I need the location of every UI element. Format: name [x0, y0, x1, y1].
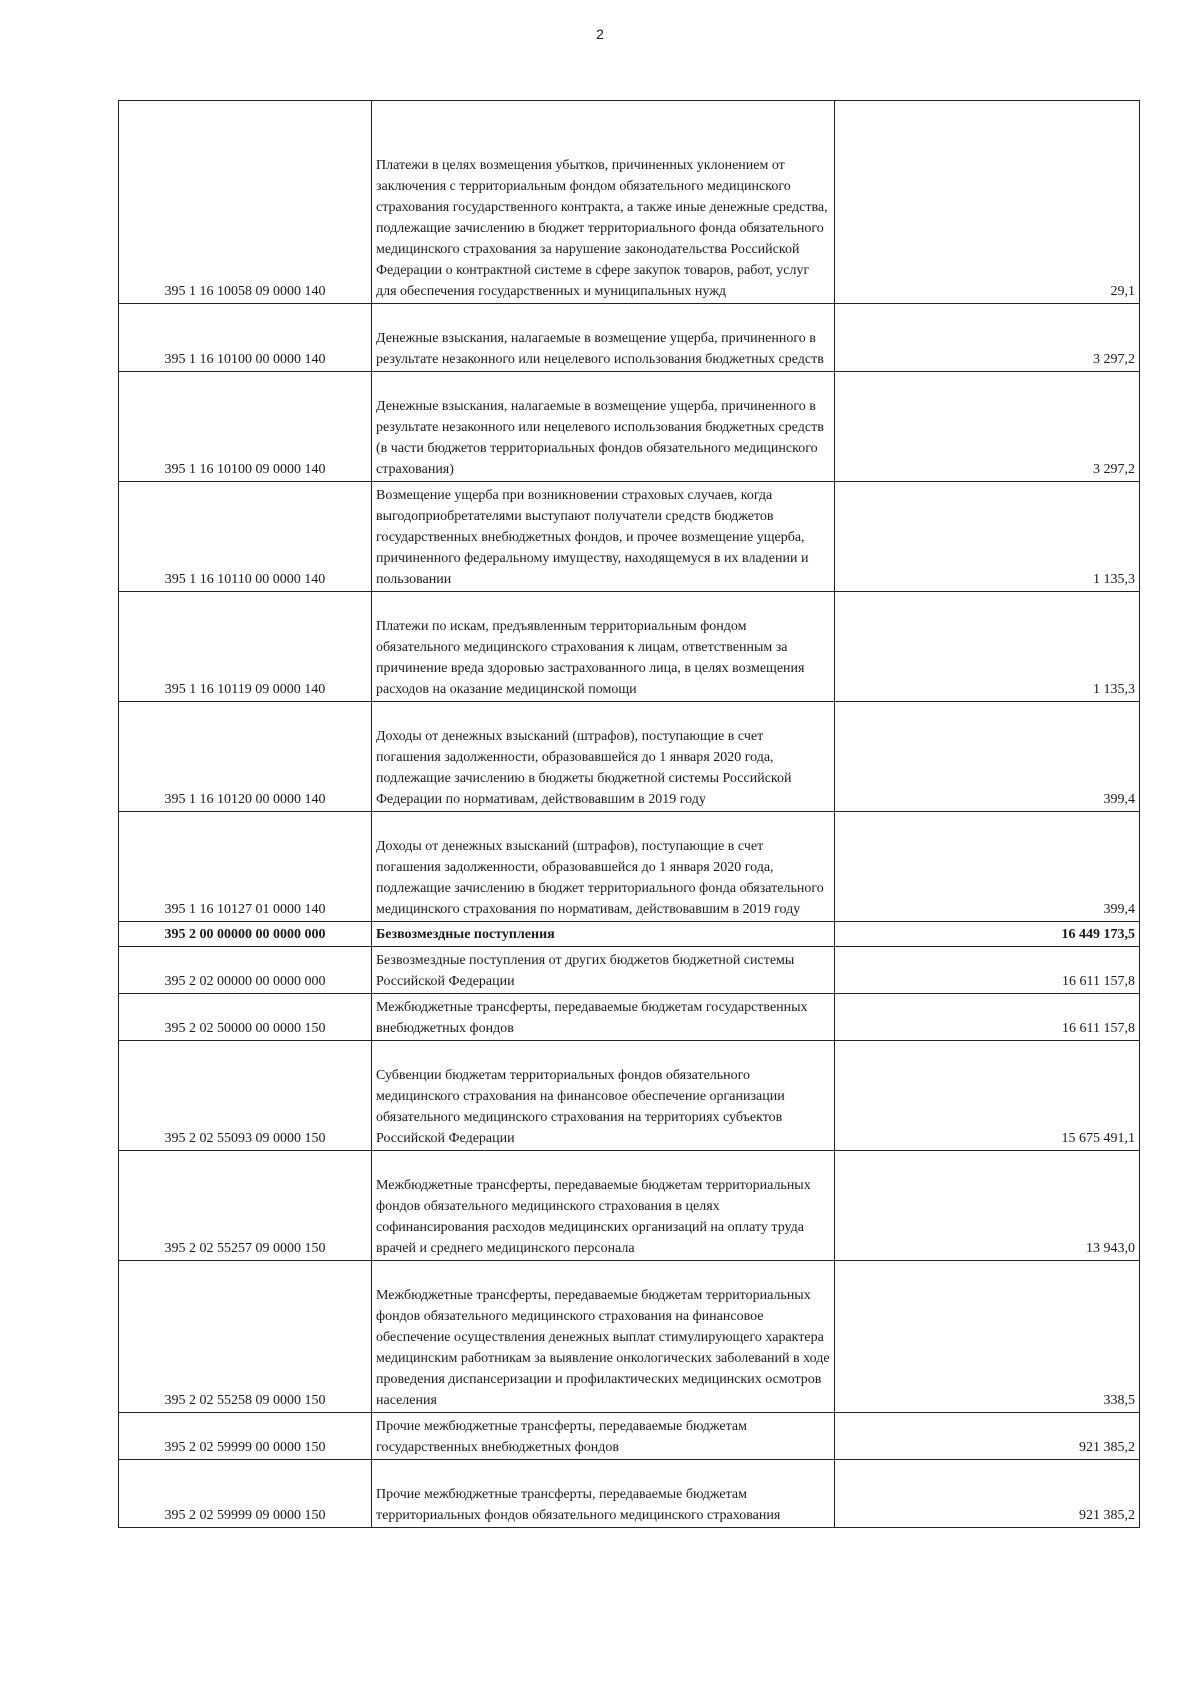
amount-cell: 1 135,3 [835, 592, 1140, 702]
budget-code-cell: 395 1 16 10119 09 0000 140 [119, 592, 372, 702]
budget-code-cell: 395 1 16 10127 01 0000 140 [119, 812, 372, 922]
amount-cell: 15 675 491,1 [835, 1041, 1140, 1151]
budget-code-cell: 395 2 02 55258 09 0000 150 [119, 1261, 372, 1413]
amount-cell: 1 135,3 [835, 482, 1140, 592]
description-cell: Доходы от денежных взысканий (штрафов), поступающие в счет погашения задолженности, образовавшейся до 1 января 2020 года, подлежащие зачислению в бюджеты бюджетной системы Российской Федерации по нормативам, действовавшим в 2019 году [372, 702, 835, 812]
table-row-total [119, 922, 1140, 947]
amount-cell: 338,5 [835, 1261, 1140, 1413]
description-cell: Платежи по искам, предъявленным территориальным фондом обязательного медицинского страхования к лицам, ответственным за причинение вреда здоровью застрахованного лица, в целях возмещения расходов на оказание медицинской помощи [372, 592, 835, 702]
table-row [119, 1460, 1140, 1528]
table-row [119, 994, 1140, 1041]
description-cell: Безвозмездные поступления от других бюджетов бюджетной системы Российской Федерации [372, 947, 835, 994]
revenue-table [118, 100, 1140, 1528]
budget-code-cell: 395 1 16 10100 00 0000 140 [119, 304, 372, 372]
amount-cell: 29,1 [835, 101, 1140, 304]
table-row [119, 1413, 1140, 1460]
budget-code-cell: 395 2 02 55257 09 0000 150 [119, 1151, 372, 1261]
budget-code-cell: 395 1 16 10110 00 0000 140 [119, 482, 372, 592]
description-cell: Субвенции бюджетам территориальных фондов обязательного медицинского страхования на финансовое обеспечение организации обязательного медицинского страхования на территориях субъектов Российской Федерации [372, 1041, 835, 1151]
table-row [119, 482, 1140, 592]
table-row [119, 947, 1140, 994]
amount-cell: 3 297,2 [835, 372, 1140, 482]
amount-cell: 16 611 157,8 [835, 947, 1140, 994]
budget-code-cell: 395 1 16 10058 09 0000 140 [119, 101, 372, 304]
description-cell: Межбюджетные трансферты, передаваемые бюджетам территориальных фондов обязательного медицинского страхования в целях софинансирования расходов медицинских организаций на оплату труда врачей и среднего медицинского персонала [372, 1151, 835, 1261]
description-cell: Платежи в целях возмещения убытков, причиненных уклонением от заключения с территориальным фондом обязательного медицинского страхования государственного контракта, а также иные денежные средства, подлежащие зачислению в бюджет территориального фонда обязательного медицинского страхования за нарушение законодательства Российской Федерации о контрактной системе в сфере закупок товаров, работ, услуг для обеспечения государственных и муниципальных нужд [372, 101, 835, 304]
table-row [119, 1151, 1140, 1261]
table-row [119, 304, 1140, 372]
budget-code-cell: 395 1 16 10100 09 0000 140 [119, 372, 372, 482]
table-row [119, 702, 1140, 812]
table-row [119, 1041, 1140, 1151]
description-cell: Возмещение ущерба при возникновении страховых случаев, когда выгодоприобретателями выступают получатели средств бюджетов государственных внебюджетных фондов, и прочее возмещение ущерба, причиненного федеральному имуществу, находящемуся в их владении и пользовании [372, 482, 835, 592]
budget-code-cell: 395 2 02 55093 09 0000 150 [119, 1041, 372, 1151]
amount-cell: 399,4 [835, 812, 1140, 922]
description-cell: Денежные взыскания, налагаемые в возмещение ущерба, причиненного в результате незаконного или нецелевого использования бюджетных средств [372, 304, 835, 372]
budget-code-cell: 395 2 02 59999 00 0000 150 [119, 1413, 372, 1460]
description-cell: Безвозмездные поступления [372, 922, 835, 947]
page-number: 2 [596, 26, 604, 42]
budget-code-cell: 395 2 02 00000 00 0000 000 [119, 947, 372, 994]
amount-cell: 921 385,2 [835, 1413, 1140, 1460]
table-row [119, 372, 1140, 482]
amount-cell: 921 385,2 [835, 1460, 1140, 1528]
description-cell: Денежные взыскания, налагаемые в возмещение ущерба, причиненного в результате незаконного или нецелевого использования бюджетных средств (в части бюджетов территориальных фондов обязательного медицинского страхования) [372, 372, 835, 482]
table-row [119, 101, 1140, 304]
table-row [119, 592, 1140, 702]
amount-cell: 399,4 [835, 702, 1140, 812]
amount-cell: 16 611 157,8 [835, 994, 1140, 1041]
table-row [119, 812, 1140, 922]
description-cell: Прочие межбюджетные трансферты, передаваемые бюджетам государственных внебюджетных фондов [372, 1413, 835, 1460]
budget-code-cell: 395 2 02 50000 00 0000 150 [119, 994, 372, 1041]
budget-code-cell: 395 2 02 59999 09 0000 150 [119, 1460, 372, 1528]
amount-cell: 3 297,2 [835, 304, 1140, 372]
amount-cell: 13 943,0 [835, 1151, 1140, 1261]
amount-cell: 16 449 173,5 [835, 922, 1140, 947]
description-cell: Межбюджетные трансферты, передаваемые бюджетам государственных внебюджетных фондов [372, 994, 835, 1041]
description-cell: Прочие межбюджетные трансферты, передаваемые бюджетам территориальных фондов обязательного медицинского страхования [372, 1460, 835, 1528]
table-row [119, 1261, 1140, 1413]
description-cell: Доходы от денежных взысканий (штрафов), поступающие в счет погашения задолженности, образовавшейся до 1 января 2020 года, подлежащие зачислению в бюджет территориального фонда обязательного медицинского страхования по нормативам, действовавшим в 2019 году [372, 812, 835, 922]
budget-code-cell: 395 1 16 10120 00 0000 140 [119, 702, 372, 812]
budget-code-cell: 395 2 00 00000 00 0000 000 [119, 922, 372, 947]
description-cell: Межбюджетные трансферты, передаваемые бюджетам территориальных фондов обязательного медицинского страхования на финансовое обеспечение осуществления денежных выплат стимулирующего характера медицинским работникам за выявление онкологических заболеваний в ходе проведения диспансеризации и профилактических медицинских осмотров населения [372, 1261, 835, 1413]
